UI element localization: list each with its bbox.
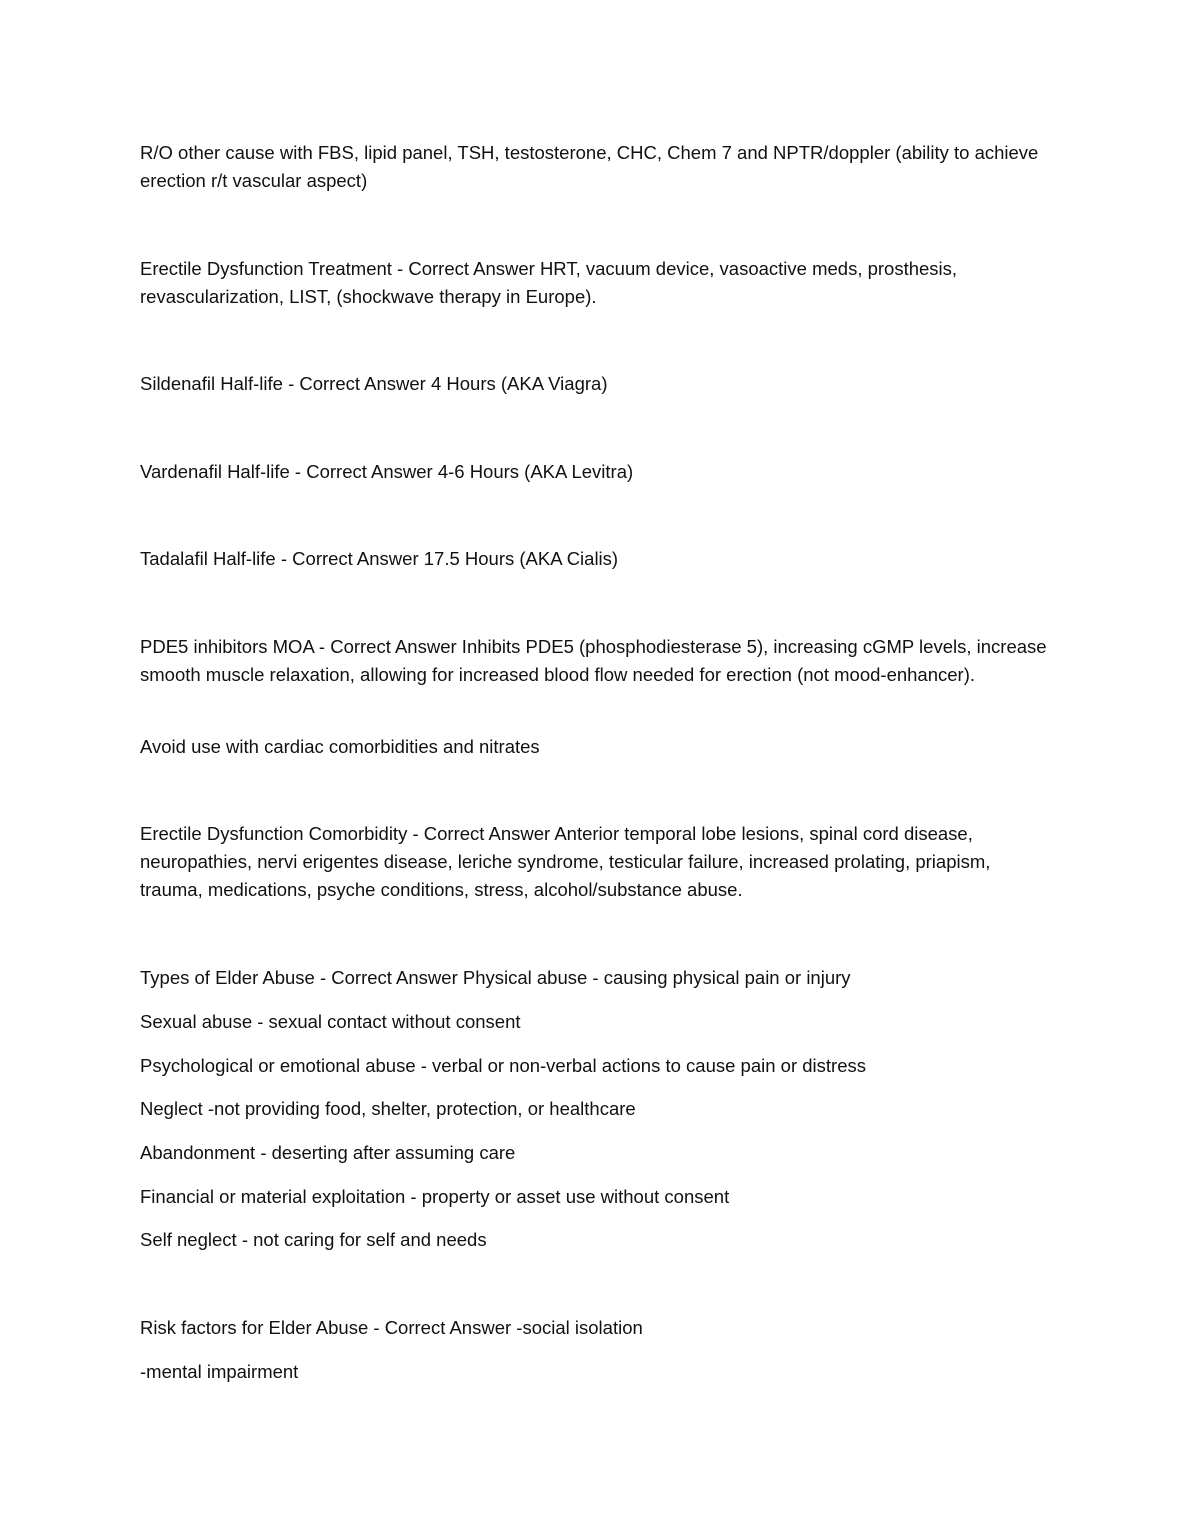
paragraph-pde5-moa: PDE5 inhibitors MOA - Correct Answer Inhibits PDE5 (phosphodiesterase 5), increasing cGMP levels, increase smooth muscle relaxation, allowing for increased blood flow needed for erection (not mood-enhancer). [140, 636, 1047, 685]
paragraph-ed-treatment: Erectile Dysfunction Treatment - Correct Answer HRT, vacuum device, vasoactive meds, prosthesis, revascularization, LIST, (shockwave therapy in Europe). [140, 258, 958, 307]
paragraph-tadalafil: Tadalafil Half-life - Correct Answer 17.5 Hours (AKA Cialis) [140, 548, 619, 569]
paragraph-ed-comorbidity: Erectile Dysfunction Comorbidity - Correct Answer Anterior temporal lobe lesions, spinal cord disease, neuropathies, nervi erigentes disease, leriche syndrome, testicular failure, increased prolating, priapism, trauma, medications, psyche conditions, stress, alcohol/substance abuse. [140, 823, 991, 900]
paragraph-abandonment: Abandonment - deserting after assuming care [140, 1142, 516, 1163]
paragraph-self-neglect: Self neglect - not caring for self and needs [140, 1229, 487, 1250]
paragraph-sildenafil: Sildenafil Half-life - Correct Answer 4 Hours (AKA Viagra) [140, 373, 608, 394]
paragraph-ro-other-cause: R/O other cause with FBS, lipid panel, TSH, testosterone, CHC, Chem 7 and NPTR/doppler (ability to achieve erection r/t vascular aspect) [140, 142, 1039, 191]
paragraph-vardenafil: Vardenafil Half-life - Correct Answer 4-6 Hours (AKA Levitra) [140, 461, 634, 482]
paragraph-avoid-use: Avoid use with cardiac comorbidities and nitrates [140, 736, 540, 757]
paragraph-mental-impairment: -mental impairment [140, 1361, 299, 1382]
paragraph-risk-factors: Risk factors for Elder Abuse - Correct Answer -social isolation [140, 1317, 643, 1338]
paragraph-psychological-abuse: Psychological or emotional abuse - verbal or non-verbal actions to cause pain or distress [140, 1055, 866, 1076]
paragraph-sexual-abuse: Sexual abuse - sexual contact without consent [140, 1011, 521, 1032]
paragraph-elder-abuse-types: Types of Elder Abuse - Correct Answer Physical abuse - causing physical pain or injury [140, 967, 851, 988]
paragraph-neglect: Neglect -not providing food, shelter, protection, or healthcare [140, 1098, 636, 1119]
paragraph-financial-exploitation: Financial or material exploitation - property or asset use without consent [140, 1186, 730, 1207]
